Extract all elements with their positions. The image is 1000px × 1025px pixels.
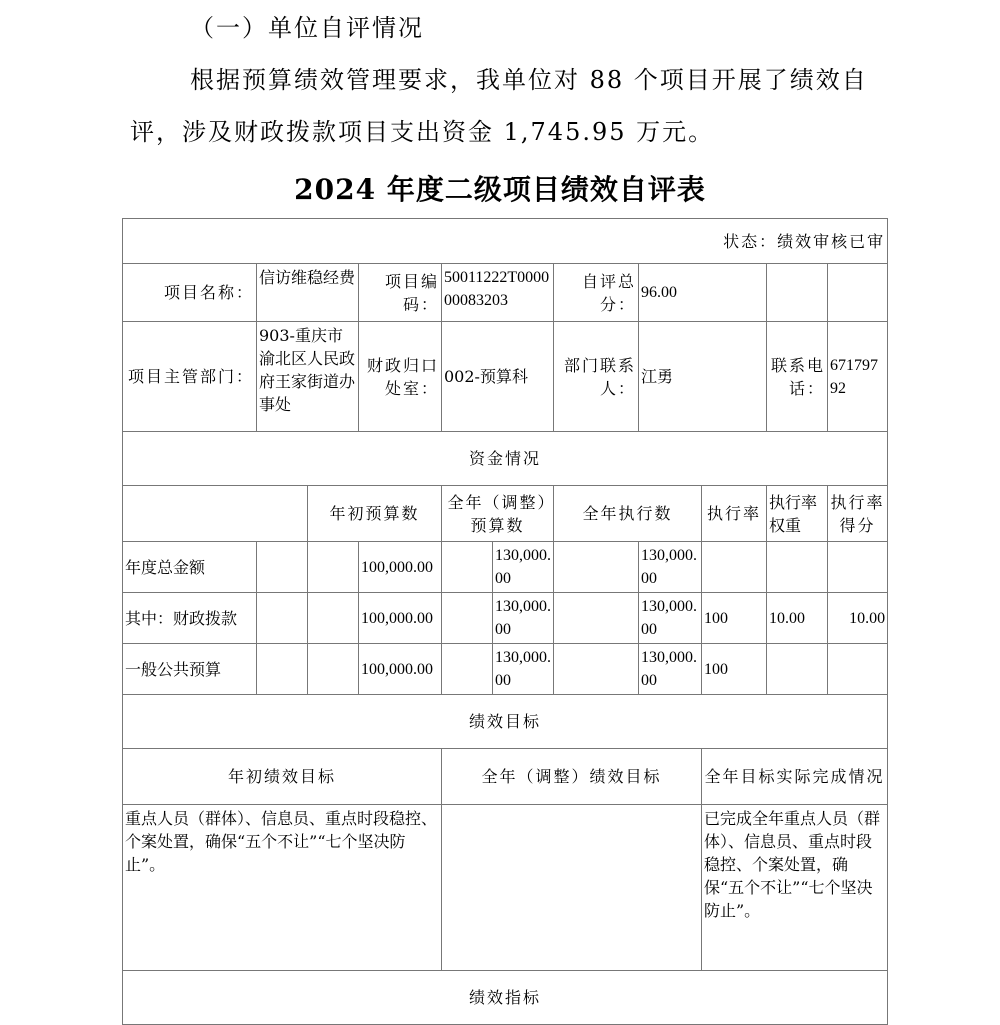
row-label: 年度总金额 — [123, 542, 257, 593]
project-name-label: 项目名称： — [123, 264, 257, 322]
funds-row — [123, 593, 888, 644]
header-initial-goal: 年初绩效目标 — [123, 749, 442, 805]
rate-weight — [767, 644, 828, 695]
empty-cell — [442, 644, 493, 695]
header-rate-weight: 执行率权重 — [767, 486, 828, 542]
empty-cell — [442, 593, 493, 644]
funds-section-heading: 资金情况 — [123, 432, 888, 486]
executed-amount: 130,000.00 — [639, 542, 702, 593]
initial-budget: 100,000.00 — [359, 542, 442, 593]
intro-line-2: 评，涉及财政拨款项目支出资金 1,745.95 万元。 — [130, 118, 715, 146]
goals-content-row — [123, 805, 888, 971]
header-initial-budget: 年初预算数 — [308, 486, 442, 542]
funds-section-row — [123, 432, 888, 486]
intro-line-1: 根据预算绩效管理要求，我单位对 88 个项目开展了绩效自 — [190, 66, 868, 94]
execution-rate: 100 — [702, 593, 767, 644]
initial-goal-text: 重点人员（群体）、信息员、重点时段稳控、个案处置，确保“五个不让”“七个坚决防止”。 — [123, 805, 442, 971]
project-row-2 — [123, 322, 888, 432]
row-label: 一般公共预算 — [123, 644, 257, 695]
funds-row — [123, 644, 888, 695]
empty-cell — [123, 486, 308, 542]
rate-score: 10.00 — [828, 593, 888, 644]
table-title: 2024 年度二级项目绩效自评表 — [294, 173, 706, 206]
rate-score — [828, 644, 888, 695]
rate-weight — [767, 542, 828, 593]
phone-label: 联系电话： — [767, 322, 828, 432]
empty-cell — [257, 542, 308, 593]
empty-cell — [308, 542, 359, 593]
indicators-section-heading: 绩效指标 — [123, 971, 888, 1025]
contact-label: 部门联系人： — [554, 322, 639, 432]
executed-amount: 130,000.00 — [639, 593, 702, 644]
self-evaluation-table — [122, 218, 888, 1025]
header-actual-completion: 全年目标实际完成情况 — [702, 749, 888, 805]
header-adjusted-budget: 全年（调整）预算数 — [442, 486, 554, 542]
project-code-label: 项目编码： — [359, 264, 442, 322]
empty-cell — [767, 264, 828, 322]
finance-office-label: 财政归口处室： — [359, 322, 442, 432]
goals-section-row — [123, 695, 888, 749]
dept-label: 项目主管部门： — [123, 322, 257, 432]
status-row — [123, 219, 888, 264]
header-rate-score: 执行率得分 — [828, 486, 888, 542]
goals-section-heading: 绩效目标 — [123, 695, 888, 749]
empty-cell — [554, 644, 639, 695]
score-label: 自评总分： — [554, 264, 639, 322]
project-name: 信访维稳经费 — [257, 264, 359, 322]
project-row-1 — [123, 264, 888, 322]
executed-amount: 130,000.00 — [639, 644, 702, 695]
empty-cell — [554, 593, 639, 644]
dept-value: 903-重庆市渝北区人民政府王家街道办事处 — [257, 322, 359, 432]
execution-rate: 100 — [702, 644, 767, 695]
self-score: 96.00 — [639, 264, 767, 322]
execution-rate — [702, 542, 767, 593]
empty-cell — [554, 542, 639, 593]
adjusted-budget: 130,000.00 — [493, 593, 554, 644]
adjusted-budget: 130,000.00 — [493, 542, 554, 593]
empty-cell — [257, 593, 308, 644]
header-adjusted-goal: 全年（调整）绩效目标 — [442, 749, 702, 805]
header-rate: 执行率 — [702, 486, 767, 542]
header-executed: 全年执行数 — [554, 486, 702, 542]
rate-score — [828, 542, 888, 593]
section-heading: （一）单位自评情况 — [190, 14, 424, 42]
status-badge: 状态：绩效审核已审 — [123, 219, 888, 264]
initial-budget: 100,000.00 — [359, 593, 442, 644]
adjusted-budget: 130,000.00 — [493, 644, 554, 695]
indicators-section-row — [123, 971, 888, 1025]
row-label: 其中：财政拨款 — [123, 593, 257, 644]
empty-cell — [257, 644, 308, 695]
phone-value: 67179792 — [828, 322, 888, 432]
rate-weight: 10.00 — [767, 593, 828, 644]
project-code: 50011222T000000083203 — [442, 264, 554, 322]
empty-cell — [308, 644, 359, 695]
empty-cell — [308, 593, 359, 644]
empty-cell — [442, 542, 493, 593]
initial-budget: 100,000.00 — [359, 644, 442, 695]
empty-cell — [828, 264, 888, 322]
actual-completion-text: 已完成全年重点人员（群体）、信息员、重点时段稳控、个案处置，确保“五个不让”“七个坚决防止”。 — [702, 805, 888, 971]
finance-office-value: 002-预算科 — [442, 322, 554, 432]
funds-header-row — [123, 486, 888, 542]
contact-value: 江勇 — [639, 322, 767, 432]
goals-header-row — [123, 749, 888, 805]
funds-row — [123, 542, 888, 593]
adjusted-goal-text — [442, 805, 702, 971]
